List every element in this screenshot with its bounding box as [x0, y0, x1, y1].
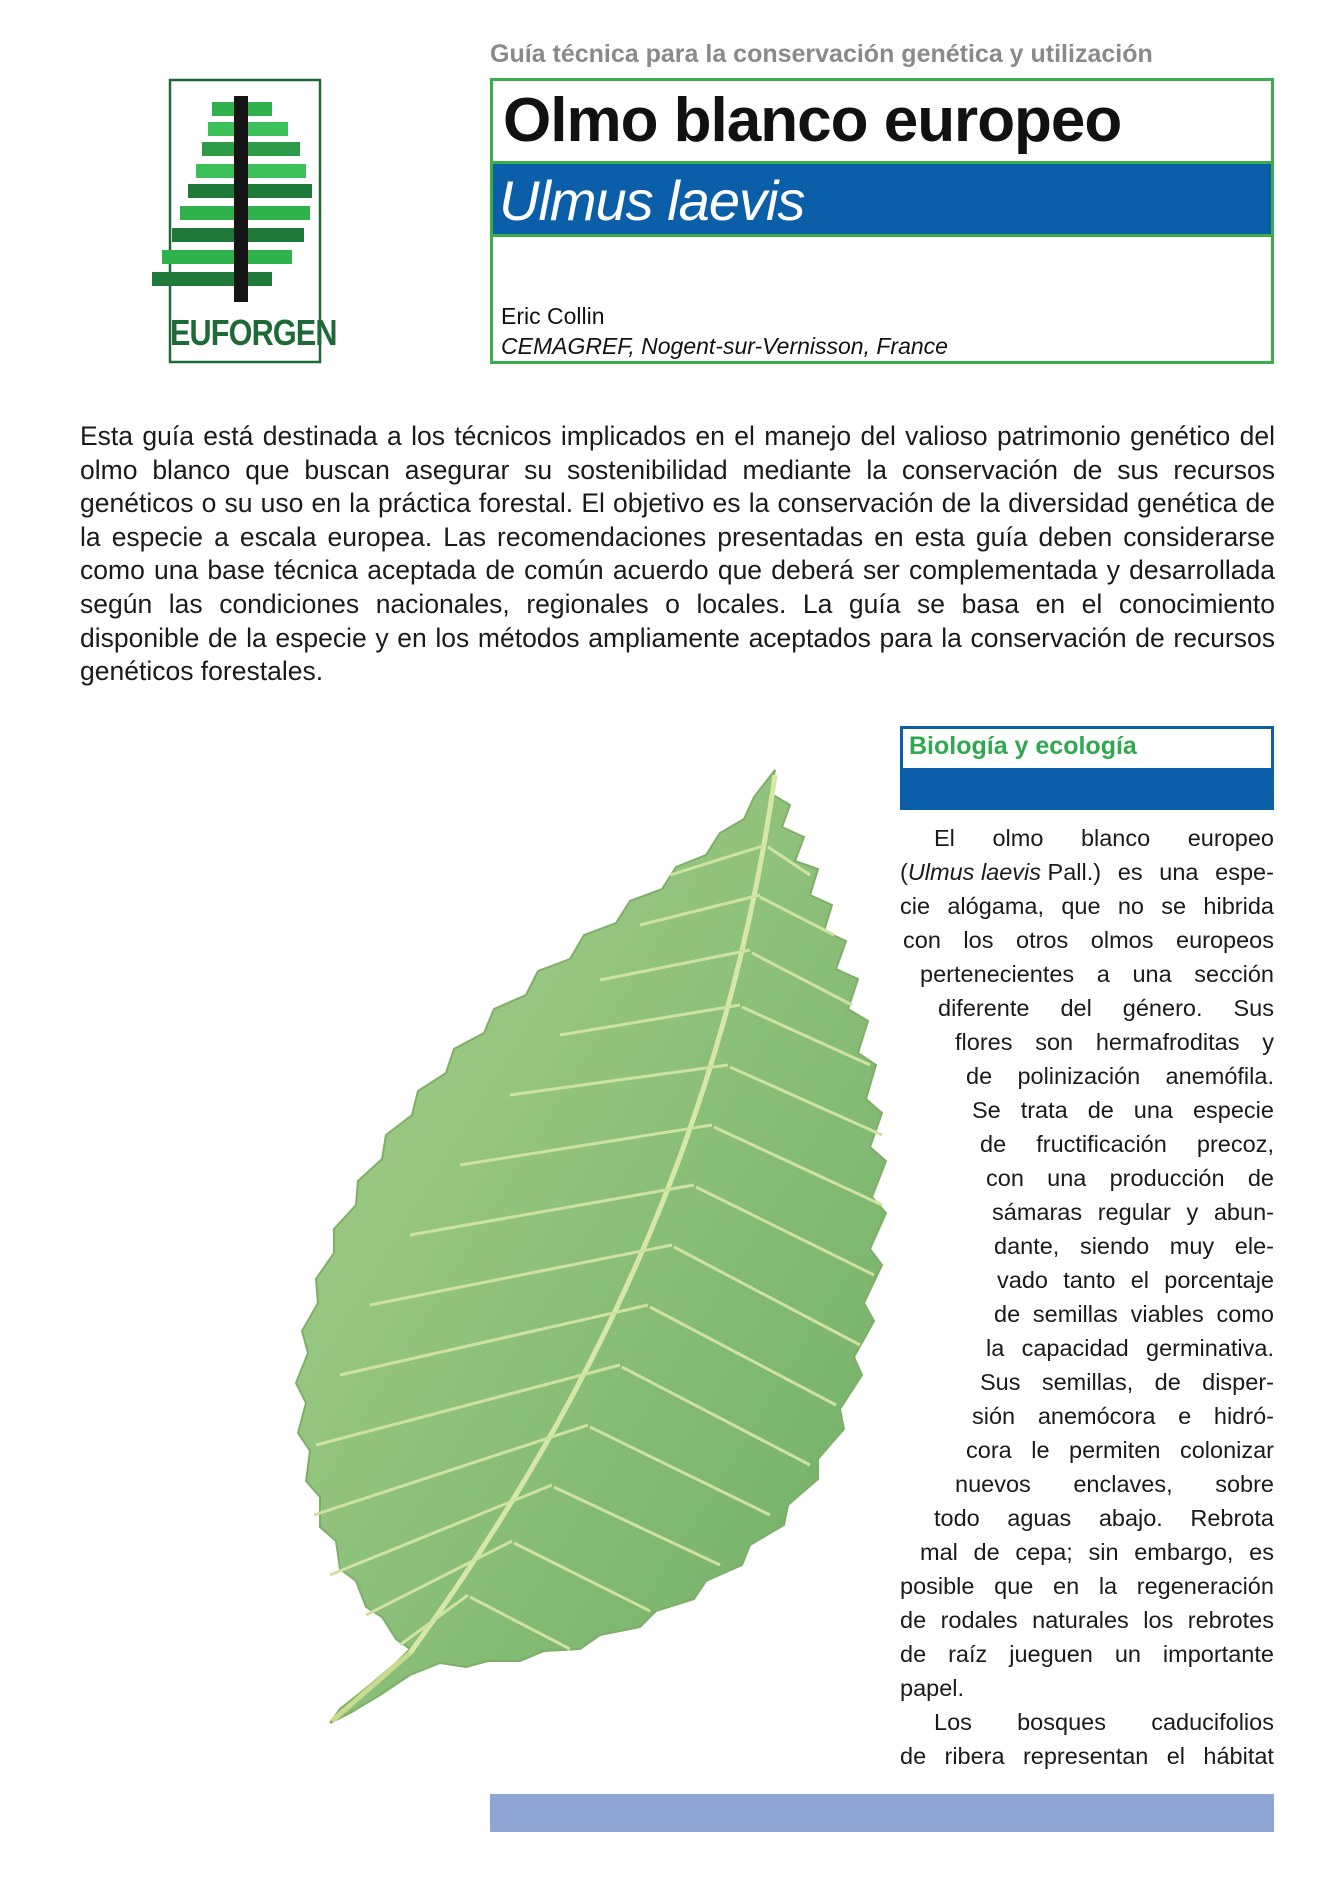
bio-word: cepa; [1015, 1539, 1073, 1565]
bio-word: europeo [1187, 825, 1274, 851]
bio-word: como [1216, 1301, 1274, 1327]
bio-word: siendo [1079, 1233, 1150, 1259]
bio-word: fructificación [1036, 1131, 1167, 1157]
bio-line [994, 1298, 1274, 1330]
bio-word: sión [972, 1403, 1016, 1429]
bio-word: alógama, [947, 893, 1045, 919]
bio-word: importante [1162, 1641, 1274, 1667]
bio-word: género. [1122, 995, 1203, 1021]
bio-line [900, 1672, 1274, 1704]
bio-word: especie [1192, 1097, 1274, 1123]
bio-word: de [1087, 1097, 1114, 1123]
bio-word: tanto [1063, 1267, 1116, 1293]
bio-word: del [1060, 995, 1092, 1021]
bio-word: mal [920, 1539, 958, 1565]
bio-word: Rebrota [1190, 1505, 1274, 1531]
bio-word: sámaras [992, 1199, 1083, 1225]
bio-word: rebrotes [1187, 1607, 1274, 1633]
bio-word: dante, [994, 1233, 1060, 1259]
bio-word: otros [1016, 927, 1069, 953]
intro-paragraph: Esta guía está destinada a los técnicos implicados en el manejo del valioso patrimonio genético del olmo blanco que buscan asegurar su sostenibilidad mediante la conservación de sus recursos genéticos o su uso en la práctica forestal. El objetivo es la conservación de la diversidad genética de la especie a escala europea. Las recomendaciones presentadas en esta guía deben considerarse como una base técnica aceptada de común acuerdo que deberá ser complementada y desarrollada según las condiciones nacionales, regionales o locales. La guía se basa en el conocimiento disponible de la especie y en los métodos ampliamente aceptados para la conservación de recursos genéticos forestales. [80, 421, 1275, 687]
bio-word: vado [997, 1267, 1048, 1293]
bio-line [900, 1638, 1274, 1670]
bio-line [920, 1536, 1274, 1568]
bio-line [938, 992, 1274, 1024]
bio-word: hidró- [1213, 1403, 1274, 1429]
title-band [493, 161, 1271, 237]
bio-word: trata [1020, 1097, 1068, 1123]
title-box [490, 78, 1274, 364]
bio-word: es [1117, 859, 1143, 885]
bio-word: de [900, 1607, 927, 1633]
bio-word: el [1130, 1267, 1150, 1293]
bio-word: no [1117, 893, 1144, 919]
bio-word: viables [1130, 1301, 1204, 1327]
bio-word: la [986, 1335, 1005, 1361]
bio-word: capacidad [1021, 1335, 1129, 1361]
bio-word: todo [934, 1505, 980, 1531]
bio-line [900, 1604, 1274, 1636]
bio-word: el [1166, 1743, 1186, 1769]
bio-word: Sus [980, 1369, 1021, 1395]
bio-word: cora [966, 1437, 1012, 1463]
bio-word: europeos [1176, 927, 1274, 953]
bio-line [980, 1128, 1274, 1160]
bio-line [900, 890, 1274, 922]
bio-word: Los [934, 1709, 972, 1735]
bio-word: permiten [1069, 1437, 1161, 1463]
section-header-frame [900, 726, 1274, 768]
bio-word: muy [1169, 1233, 1215, 1259]
series-title: Guía técnica para la conservación genética y utilización [490, 40, 1153, 68]
bio-word: caducifolios [1151, 1709, 1274, 1735]
bio-line [986, 1162, 1274, 1194]
bio-word: la [1098, 1573, 1118, 1599]
bio-line [972, 1400, 1274, 1432]
bio-word: sobre [1215, 1471, 1274, 1497]
author-name: Eric Collin [501, 303, 605, 329]
bio-word: sin [1088, 1539, 1119, 1565]
bio-line [997, 1264, 1274, 1296]
bio-line [955, 1468, 1274, 1500]
bio-word: una [1047, 1165, 1087, 1191]
bio-line [994, 1230, 1274, 1262]
bio-word: producción [1109, 1165, 1225, 1191]
bio-word: blanco [1080, 825, 1151, 851]
bio-word: rodales [940, 1607, 1018, 1633]
bio-word: polinización [1017, 1063, 1141, 1089]
bio-word: Se [972, 1097, 1001, 1123]
bio-word: semillas [1032, 1301, 1118, 1327]
bio-word: una [1133, 1097, 1173, 1123]
bio-word: en [1053, 1573, 1080, 1599]
bio-word: una [1132, 961, 1172, 987]
bio-word: germinativa. [1146, 1335, 1274, 1361]
bio-word: flores [955, 1029, 1013, 1055]
bio-word: olmos [1090, 927, 1154, 953]
bio-word: raíz [948, 1641, 988, 1667]
bio-word: que [994, 1573, 1034, 1599]
bio-word: a [1096, 961, 1110, 987]
bio-word: representan [1022, 1743, 1149, 1769]
bio-word: hibrida [1203, 893, 1274, 919]
bio-line [992, 1196, 1274, 1228]
bio-word: de [1247, 1165, 1274, 1191]
euforgen-logo [148, 78, 338, 368]
bio-word: Sus [1233, 995, 1274, 1021]
bio-word: El [934, 825, 955, 851]
bio-word: con [986, 1165, 1024, 1191]
latin-name: Ulmus laevis [499, 169, 805, 232]
bio-line [986, 1332, 1274, 1364]
author-affiliation: CEMAGREF, Nogent-sur-Vernisson, France [501, 333, 948, 359]
bio-word: anemócora [1037, 1403, 1156, 1429]
bio-line [966, 1060, 1274, 1092]
bio-word: pertenecientes [920, 961, 1075, 987]
bio-line [934, 1502, 1274, 1534]
bio-word: diferente [938, 995, 1030, 1021]
bio-word: colonizar [1179, 1437, 1274, 1463]
bio-word: de [966, 1063, 993, 1089]
bio-word: naturales [1032, 1607, 1129, 1633]
bio-word: son [1035, 1029, 1074, 1055]
bio-line [900, 1740, 1274, 1772]
bio-word: abun- [1213, 1199, 1274, 1225]
bio-line [980, 1366, 1274, 1398]
bio-line [900, 1570, 1274, 1602]
bio-word: un [1114, 1641, 1141, 1667]
bio-line [934, 822, 1274, 854]
bio-word: posible [900, 1573, 975, 1599]
bio-word: porcentaje [1164, 1267, 1274, 1293]
bio-line [920, 958, 1274, 990]
bio-word: cie [900, 893, 931, 919]
bio-word: ele- [1234, 1233, 1274, 1259]
bio-word: de [1154, 1369, 1181, 1395]
bio-word: abajo. [1098, 1505, 1163, 1531]
bio-word: hábitat [1203, 1743, 1274, 1769]
bio-word: los [1143, 1607, 1174, 1633]
bio-word: de [900, 1641, 927, 1667]
bio-word: de [973, 1539, 1000, 1565]
bio-word: de [900, 1743, 927, 1769]
bio-word: nuevos [955, 1471, 1031, 1497]
bio-line [972, 1094, 1274, 1126]
logo-text: EUFORGEN [170, 312, 337, 353]
bio-word: y [1262, 1029, 1274, 1055]
bio-word: regular [1097, 1199, 1171, 1225]
bio-line [900, 856, 1274, 888]
bio-word: y [1186, 1199, 1199, 1225]
bio-word: papel. [900, 1675, 965, 1701]
elm-leaf-illustration [270, 765, 980, 1750]
bio-word: semillas, [1041, 1369, 1134, 1395]
bio-word: enclaves, [1073, 1471, 1173, 1497]
bio-line [903, 924, 1274, 956]
section-title: Biología y ecología [909, 732, 1137, 760]
bio-word: espe- [1215, 859, 1274, 885]
bio-line [966, 1434, 1274, 1466]
bio-word: bosques [1017, 1709, 1106, 1735]
bio-word: regeneración [1136, 1573, 1274, 1599]
bio-word: hermafroditas [1095, 1029, 1240, 1055]
bio-word: aguas [1007, 1505, 1072, 1531]
footer-bar [490, 1794, 1274, 1832]
bio-word: anemófila. [1165, 1063, 1274, 1089]
bio-word: sección [1194, 961, 1274, 987]
page-title: Olmo blanco europeo [503, 86, 1122, 155]
bio-word: de [980, 1131, 1007, 1157]
bio-word: ribera [944, 1743, 1005, 1769]
bio-word: que [1061, 893, 1101, 919]
bio-word: olmo [992, 825, 1044, 851]
bio-word: le [1031, 1437, 1050, 1463]
bio-line [955, 1026, 1274, 1058]
bio-word: una [1159, 859, 1199, 885]
bio-word: es [1249, 1539, 1274, 1565]
bio-word: precoz, [1196, 1131, 1274, 1157]
bio-word: e [1178, 1403, 1192, 1429]
bio-word: jueguen [1009, 1641, 1093, 1667]
bio-word: de [994, 1301, 1021, 1327]
bio-word: con [903, 927, 941, 953]
bio-word: embargo, [1134, 1539, 1234, 1565]
bio-word: disper- [1202, 1369, 1274, 1395]
leaf-icon [270, 765, 980, 1745]
bio-word: los [963, 927, 994, 953]
bio-line [934, 1706, 1274, 1738]
bio-word: se [1161, 893, 1187, 919]
bio-word: (Ulmus laevis Pall.) [900, 859, 1102, 885]
